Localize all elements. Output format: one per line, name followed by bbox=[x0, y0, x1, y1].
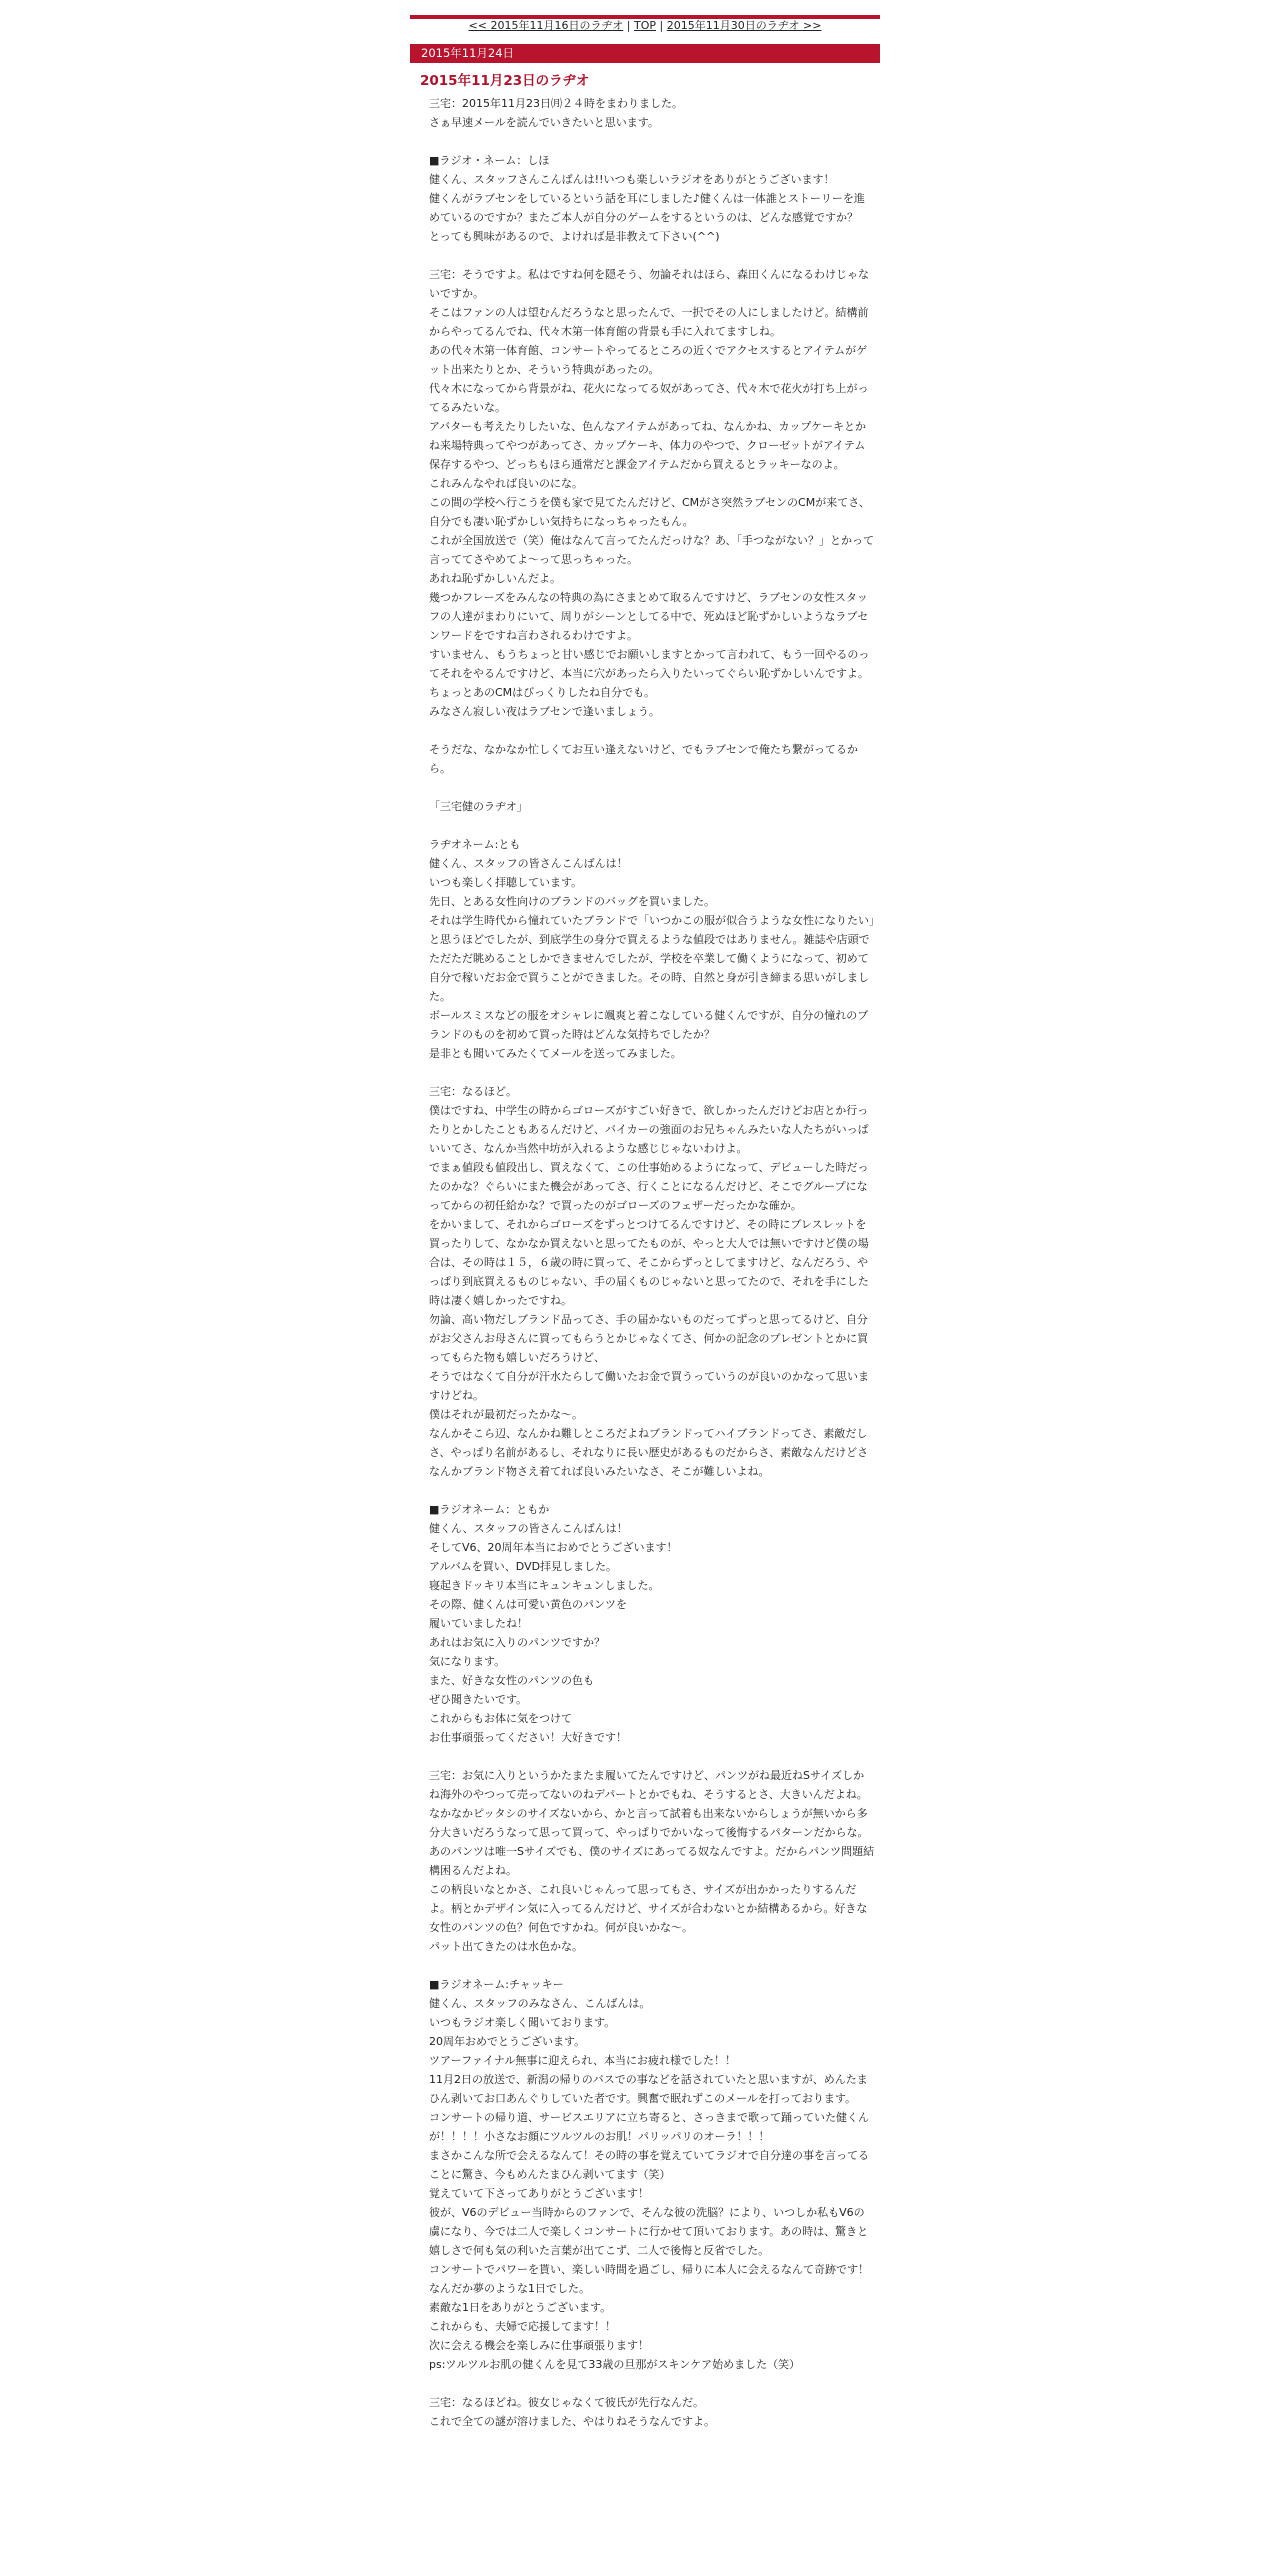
nav-separator: | bbox=[659, 19, 664, 32]
date-header bbox=[410, 44, 880, 63]
prev-arrow: << bbox=[468, 19, 487, 32]
post-body: 三宅：2015年11月23日㈪２４時をまわりました。 さぁ早速メールを読んでいきたいと思います。 ■ラジオ・ネーム：しほ 健くん、スタッフさんこんばんは!!いつも楽しいラジオをありがとうございます！ 健くんがラブセンをしているという話を耳にしました♪健くんは一体誰とストーリーを進めているのですか？またご本人が自分のゲームをするというのは、どんな感覚ですか？ とっても興味があるので、よければ是非教えて下さい(^^) 三宅：そうですよ。私はですね何を隠そう、勿論それはほら、森田くんになるわけじゃないですか。 そこはファンの人は望むんだろうなと思ったんで、一択でその人にしましたけど。結構前からやってるんでね、代々木第一体育館の背景も手に入れてますしね。 あの代々木第一体育館、コンサートやってるところの近くでアクセスするとアイテムがゲット出来たりとか、そういう特典があったの。 代々木になってから背景がね、花火になってる奴があってさ、代々木で花火が打ち上がってるみたいな。 アバターも考えたりしたいな、色んなアイテムがあってね、なんかね、カップケーキとかね来場特典ってやつがあってさ、カップケーキ、体力のやつで、クローゼットがアイテム保存するやつ、どっちもほら通常だと課金アイテムだから買えるとラッキーなのよ。 これみんなやれば良いのにな。 この間の学校へ行こうを僕も家で見てたんだけど、CMがさ突然ラブセンのCMが来てさ、自分でも凄い恥ずかしい気持ちになっちゃったもん。 これが全国放送で（笑）俺はなんて言ってたんだっけな？あ、「手つながない？」とかって言っててさやめてよ～って思っちゃった。 あれね恥ずかしいんだよ。 幾つかフレーズをみんなの特典の為にさまとめて取るんですけど、ラブセンの女性スタッフの人達がまわりにいて、周りがシーンとしてる中で、死ぬほど恥ずかしいようなラブセンワードをですね言わされるわけですよ。 すいません、もうちょっと甘い感じでお願いしますとかって言われて、もう一回やるのってそれをやるんですけど、本当に穴があったら入りたいってぐらい恥ずかしいんですよ。 ちょっとあのCMはびっくりしたね自分でも。 みなさん寂しい夜はラブセンで逢いましょう。 そうだな、なかなか忙しくてお互い逢えないけど、でもラブセンで俺たち繋がってるから。 「三宅健のラヂオ」 ラヂオネーム:とも 健くん、スタッフの皆さんこんばんは！ いつも楽しく拝聴しています。 先日、とある女性向けのブランドのバッグを買いました。 それは学生時代から憧れていたブランドで「いつかこの服が似合うような女性になりたい」と思うほどでしたが、到底学生の身分で買えるような値段ではありません。雑誌や店頭でただただ眺めることしかできませんでしたが、学校を卒業して働くようになって、初めて自分で稼いだお金で買うことができました。その時、自然と身が引き締まる思いがしました。 ボールスミスなどの服をオシャレに颯爽と着こなしている健くんですが、自分の憧れのブランドのものを初めて買った時はどんな気持ちでしたか？ 是非とも聞いてみたくてメールを送ってみました。 三宅：なるほど。 僕はですね、中学生の時からゴローズがすごい好きで、欲しかったんだけどお店とか行ったりとかしたこともあるんだけど、バイカーの強面のお兄ちゃんみたいな人たちがいっぱいいてさ、なんか当然中坊が入れるような感じじゃないわけよ。 でまぁ値段も値段出し、買えなくて、この仕事始めるようになって、デビューした時だったのかな？ぐらいにまた機会があってさ、行くことになるんだけど、そこでグループになってからの初任給かな？で買ったのがゴローズのフェザーだったかな確か。 をかいまして、それからゴローズをずっとつけてるんですけど、その時にブレスレットを買ったりして、なかなか買えないと思ってたものが、やっと大人では無いですけど僕の場合は、その時は１５，６歳の時に買って、そこからずっとしてますけど、なんだろう、やっぱり到底買えるものじゃない、手の届くものじゃないと思ってたので、それを手にした時は凄く嬉しかったですね。 勿論、高い物だしブランド品ってさ、手の届かないものだってずっと思ってるけど、自分がお父さんお母さんに買ってもらうとかじゃなくてさ、何かの記念のプレゼントとかに買ってもらた物も嬉しいだろうけど、 そうではなくて自分が汗水たらして働いたお金で買うっていうのが良いのかなって思いますけどね。 僕はそれが最初だったかな～。 なんかそこら辺、なんかね難しところだよねブランドってハイブランドってさ、素敵だしさ、やっぱり名前があるし、それなりに長い歴史があるものだからさ、素敵なんだけどさなんかブランド物さえ着てれば良いみたいなさ、そこが難しいよね。 ■ラジオネーム：ともか 健くん、スタッフの皆さんこんばんは！ そしてV6、20周年本当におめでとうございます！ アルバムを買い、DVD拝見しました。 寝起きドッキリ本当にキュンキュンしました。 その際、健くんは可愛い黄色のパンツを 履いていましたね！ あれはお気に入りのパンツですか？ 気になります。 また、好きな女性のパンツの色も ぜひ聞きたいです。 これからもお体に気をつけて お仕事頑張ってください！大好きです！ 三宅：お気に入りというかたまたま履いてたんですけど、パンツがね最近ねSサイズしかね海外のやつって売ってないのねデパートとかでもね、そうするとさ、大きいんだよね。 なかなかピッタシのサイズないから、かと言って試着も出来ないからしょうが無いから多分大きいだろうなって思って買って、やっぱりでかいなって後悔するパターンだからな。 あのパンツは唯一Sサイズでも、僕のサイズにあってる奴なんですよ。だからパンツ問題結構困るんだよね。 この柄良いなとかさ、これ良いじゃんって思ってもさ、サイズが出かかったりするんだよ。柄とかデザイン気に入ってるんだけど、サイズが合わないとか結構あるから。好きな女性のパンツの色？何色ですかね。何が良いかな～。 パット出てきたのは水色かな。 ■ラジオネーム:チャッキー 健くん、スタッフのみなさん、こんばんは。 いつもラジオ楽しく聞いております。 20周年おめでとうございます。 ツアーファイナル無事に迎えられ、本当にお疲れ様でした！！ 11月2日の放送で、新潟の帰りのバスでの事などを話されていたと思いますが、めんたまひん剥いてお口あんぐりしていた者です。興奮で眠れずこのメールを打っております。 コンサートの帰り道、サービスエリアに立ち寄ると、さっきまで歌って踊っていた健くんが！！！！小さなお顔にツルツルのお肌！パリッパリのオーラ！！！ まさかこんな所で会えるなんて！その時の事を覚えていてラジオで自分達の事を言ってることに驚き、今もめんたまひん剥いてます（笑） 覚えていて下さってありがとうございます！ 彼が、V6のデビュー当時からのファンで、そんな彼の洗脳？により、いつしか私もV6の虜になり、今では二人で楽しくコンサートに行かせて頂いております。あの時は、驚きと嬉しさで何も気の利いた言葉が出てこず、二人で後悔と反省でした。 コンサートでパワーを貰い、楽しい時間を過ごし、帰りに本人に会えるなんて奇跡です！なんだか夢のような1日でした。 素敵な1日をありがとうございます。 これからも、夫婦で応援してます！！ 次に会える機会を楽しみに仕事頑張ります！ ps:ツルツルお肌の健くんを見て33歳の旦那がスキンケア始めました（笑） 三宅：なるほどね。彼女じゃなくて彼氏が先行なんだ。 これで全ての謎が溶けました、やはりねそうなんですよ。 bbox=[429, 97, 875, 2428]
next-post-link[interactable] bbox=[667, 19, 822, 32]
next-arrow: >> bbox=[803, 19, 822, 32]
next-post-title: 2015年11月30日のラヂオ bbox=[666, 19, 800, 32]
nav-separator: | bbox=[626, 19, 631, 32]
post-title: 2015年11月23日のラヂオ bbox=[420, 73, 590, 89]
prev-post-title: 2015年11月16日のラヂオ bbox=[490, 19, 624, 32]
prev-post-link[interactable] bbox=[469, 19, 624, 32]
top-link[interactable]: TOP bbox=[633, 19, 656, 32]
date-header-text: 2015年11月24日 bbox=[421, 46, 515, 60]
post-navigation bbox=[410, 19, 880, 33]
